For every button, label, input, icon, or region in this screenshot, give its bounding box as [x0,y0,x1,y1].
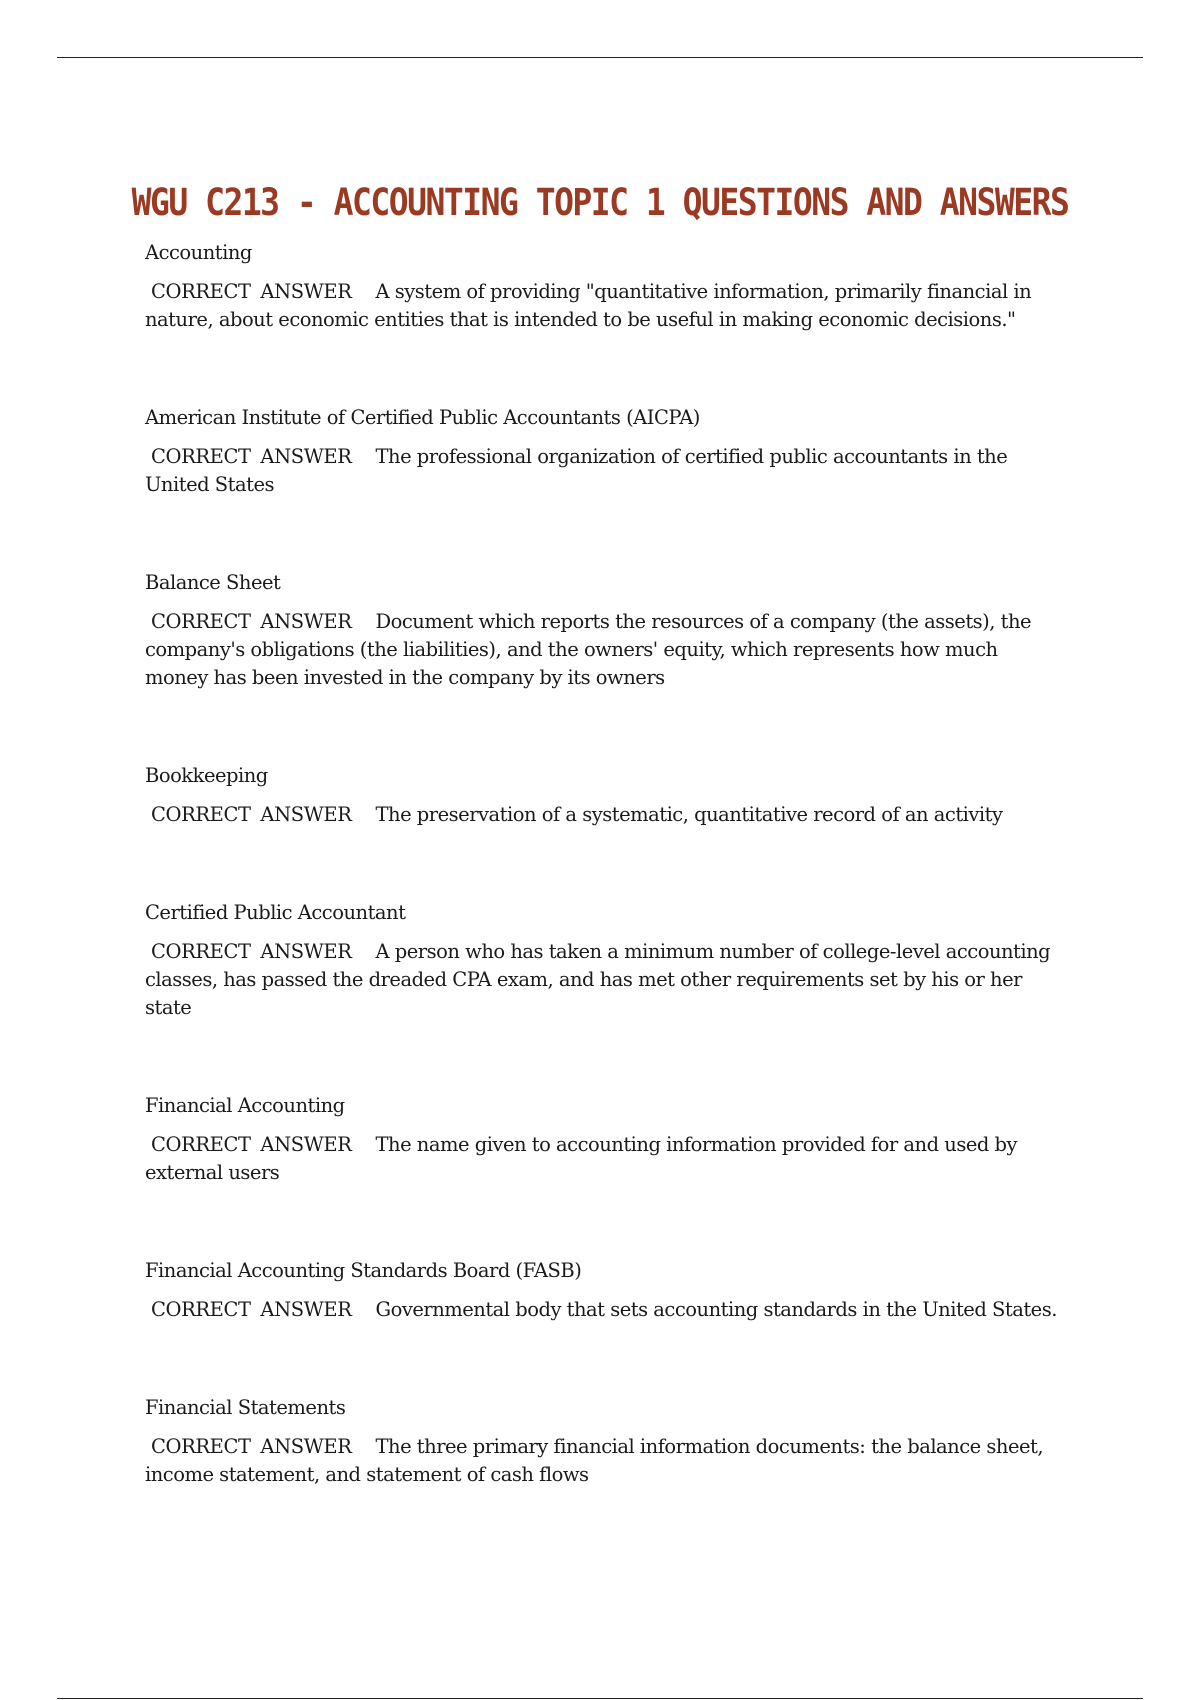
qa-entry [145,761,1065,829]
definition-text: The preservation of a systematic, quantitative record of an activity [375,803,1003,826]
term: Certified Public Accountant [145,901,406,924]
qa-entry [145,1256,1065,1324]
qa-entry [145,1393,1065,1489]
definition-text: Governmental body that sets accounting standards in the United States. [375,1298,1057,1321]
qa-entry [145,238,1065,334]
correct-answer-label: CORRECT ANSWER [151,1435,352,1458]
term: American Institute of Certified Public Accountants (AICPA) [145,406,700,429]
answer [145,1433,1065,1489]
definition-text: The three primary financial information documents: the balance sheet, income statement, and statement of cash flows [145,1435,1044,1486]
answer [145,1131,1065,1187]
definition-text: Document which reports the resources of a company (the assets), the company's obligations (the liabilities), and the owners' equity, which represents how much money has been invested in the company by its owners [145,610,1032,689]
term: Accounting [145,241,252,264]
term: Balance Sheet [145,571,281,594]
answer [145,938,1065,1022]
qa-list [145,238,1065,1558]
definition-text: A system of providing "quantitative information, primarily financial in nature, about economic entities that is intended to be useful in making economic decisions." [145,280,1032,331]
term: Bookkeeping [145,764,268,787]
qa-entry [145,898,1065,1022]
answer [145,801,1065,829]
correct-answer-label: CORRECT ANSWER [151,803,352,826]
definition-text: The professional organization of certified public accountants in the United States [145,445,1008,496]
term: Financial Accounting Standards Board (FASB) [145,1259,582,1282]
answer [145,1296,1065,1324]
correct-answer-label: CORRECT ANSWER [151,1133,352,1156]
answer [145,608,1065,692]
definition-text: The name given to accounting information provided for and used by external users [145,1133,1018,1184]
qa-entry [145,1091,1065,1187]
answer [145,443,1065,499]
definition-text: A person who has taken a minimum number of college-level accounting classes, has passed the dreaded CPA exam, and has met other requirements set by his or her state [145,940,1051,1019]
term: Financial Statements [145,1396,346,1419]
page-title: WGU C213 - ACCOUNTING TOPIC 1 QUESTIONS AND ANSWERS [131,180,1069,224]
correct-answer-label: CORRECT ANSWER [151,610,352,633]
term: Financial Accounting [145,1094,345,1117]
bottom-rule [57,1698,1143,1699]
top-rule [57,57,1143,58]
answer [145,278,1065,334]
correct-answer-label: CORRECT ANSWER [151,1298,352,1321]
correct-answer-label: CORRECT ANSWER [151,445,352,468]
correct-answer-label: CORRECT ANSWER [151,280,352,303]
correct-answer-label: CORRECT ANSWER [151,940,352,963]
qa-entry [145,568,1065,692]
qa-entry [145,403,1065,499]
